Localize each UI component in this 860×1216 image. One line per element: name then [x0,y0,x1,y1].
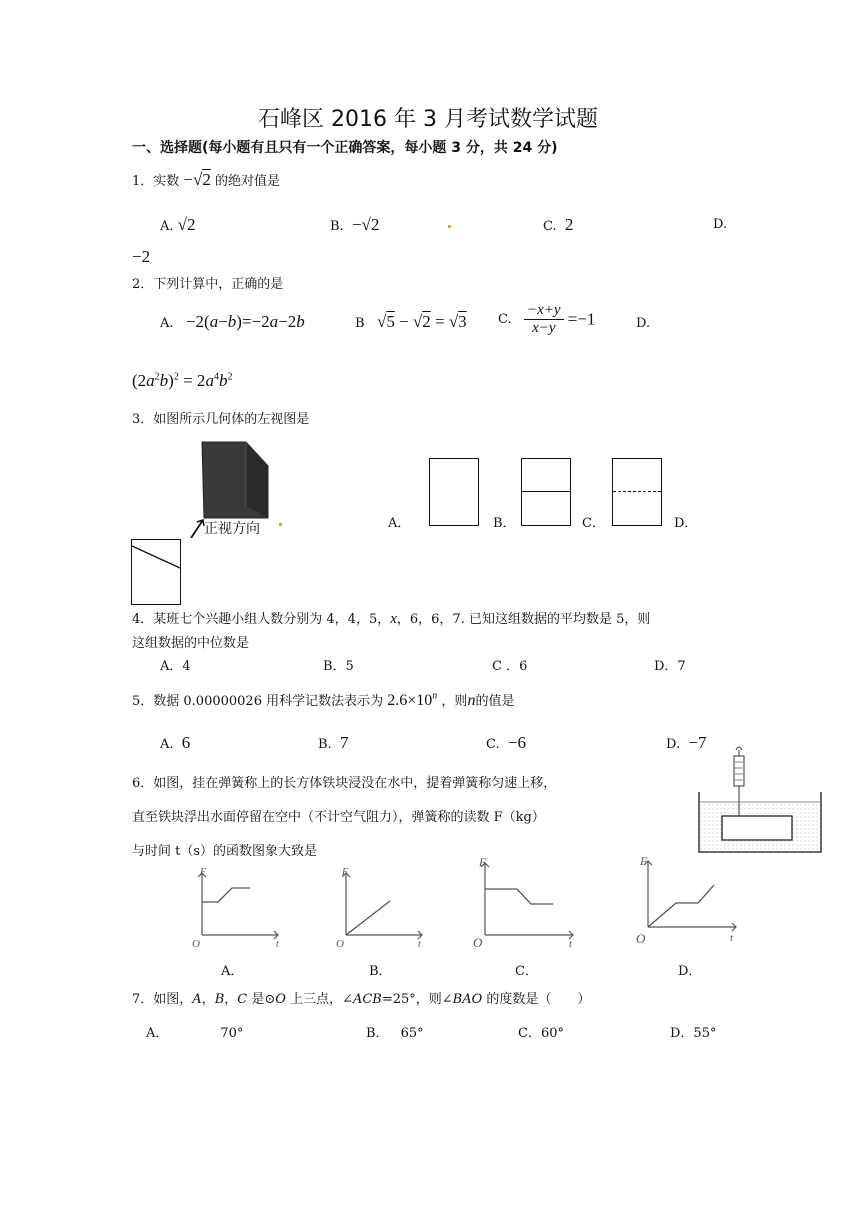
graph-b [334,865,429,950]
q6-label-b: B． [369,964,392,979]
q1-option-d-value: −2 [132,247,151,266]
q6-label-c: C． [515,964,538,979]
view-option-a [429,458,479,526]
q7-option-d: D．55° [670,1026,717,1041]
view-option-b [521,458,571,526]
q2-option-a: A. −2(a−b)=−2a−2b [160,312,305,331]
view-option-c [612,458,662,526]
question-4: 4．某班七个兴趣小组人数分别为 4，4，5，x，6，6，7. 已知这组数据的平均数是 5，则 [132,611,651,627]
question-6-line1: 6．如图，挂在弹簧称上的长方体铁块浸没在水中，提着弹簧称匀速上移， [132,776,557,791]
graph-d [634,855,744,950]
view-direction-label: 正视方向 [204,521,260,537]
stray-mark [279,523,282,526]
question-7: 7．如图，A，B，C 是⊙O 上三点，∠ACB=25°，则∠BAO 的度数是（ ） [132,992,591,1007]
q1-option-a: A. √2 [160,215,196,234]
origin-label: O [473,935,483,950]
question-4-cont: 这组数据的中位数是 [132,636,250,651]
q5-option-b: B. 7 [318,733,349,752]
q7-option-b: B． 65° [366,1026,424,1041]
q1-option-c: C. 2 [543,215,574,234]
origin-label: O [336,938,344,950]
question-2: 2．下列计算中，正确的是 [132,277,284,292]
q5-option-d: D. −7 [666,733,707,752]
question-3: 3．如图所示几何体的左视图是 [132,412,310,427]
dashed-line [613,491,661,492]
axis-t-label: t [276,939,279,950]
q2-option-d: D. [636,316,651,331]
axis-t-label: t [730,932,734,944]
origin-label: O [636,931,646,946]
q5-option-a: A. 6 [160,733,191,752]
spring-scale-figure [696,744,824,854]
axis-f-label: F [200,867,207,878]
q7-option-a: A． 70° [146,1026,244,1041]
q1-option-b: B. −√2 [330,215,380,234]
axis-t-label: t [418,939,421,950]
axis-t-label: t [569,938,573,950]
q7-option-c: C．60° [518,1026,564,1041]
q3-label-a: A． [388,516,411,531]
question-5: 5．数据 0.00000026 用科学记数法表示为 $2.6\times 10^n$ ，则n的值是 [132,690,515,709]
q2-option-d-expr: $(2a^2b)^2 = 2a^4b^2$ [132,371,233,390]
question-1 [132,170,280,190]
q4-option-a: A．4 [160,659,191,674]
page-title: 石峰区 2016 年 3 月考试数学试题 [258,107,598,132]
q1-stem-start: 1．实数 [132,174,180,189]
origin-label: O [192,938,200,950]
graph-a [190,865,285,950]
q1-option-d: D. [713,217,728,232]
q6-label-a: A． [221,964,244,979]
q2-option-b: B √5 − √2 = √3 [355,312,467,331]
question-6-line2: 直至铁块浮出水面停留在空中（不计空气阻力），弹簧称的读数 F（kg） [132,810,545,825]
axis-f-label: F [342,867,349,878]
q3-label-b: B． [493,516,516,531]
q2-option-c: C. $\frac{-x+y}{x-y}$ =−1 [498,302,596,336]
q6-label-d: D． [678,964,702,979]
axis-f-label: F [640,855,648,868]
q4-option-c: C ．6 [492,659,528,674]
q3-label-c: C． [582,516,605,531]
q5-option-c: C. −6 [486,733,526,752]
graph-c [471,855,581,950]
q4-option-b: B．5 [323,659,354,674]
view-option-d [131,539,181,605]
question-6-line3: 与时间 t（s）的函数图象大致是 [132,844,318,859]
solid-line [522,491,570,492]
stray-mark [448,225,451,228]
section-heading: 一、选择题(每小题有且只有一个正确答案，每小题 3 分，共 24 分) [132,140,558,156]
q1-expr: −√2 [183,170,211,189]
q3-label-d: D． [674,516,698,531]
q4-option-d: D．7 [654,659,686,674]
axis-f-label: F [479,855,487,869]
q1-stem-end: 的绝对值是 [214,174,280,189]
